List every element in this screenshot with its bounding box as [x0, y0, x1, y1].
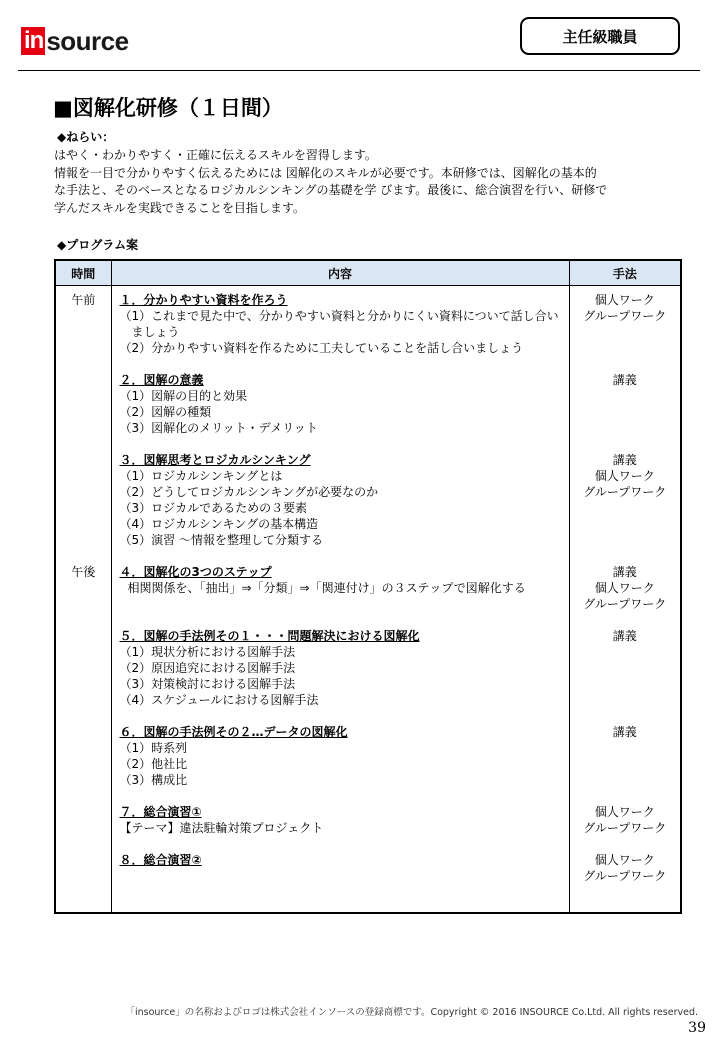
item-title: １．分かりやすい資料を作ろう — [119, 293, 288, 307]
method-label: グループワーク — [583, 869, 667, 883]
item-title: ４．図解化の3つのステップ — [119, 565, 272, 579]
target-grade-badge — [520, 17, 680, 55]
method-label: グループワーク — [583, 597, 667, 611]
method-label: 個人ワーク — [594, 853, 655, 867]
item-line: （5）演習 ～情報を整理して分類する — [119, 533, 323, 547]
program-item — [120, 628, 565, 708]
program-item — [120, 452, 565, 548]
program-item — [120, 372, 565, 436]
program-item — [120, 564, 565, 596]
method-list — [570, 852, 681, 884]
column-header-time: 時間 — [55, 260, 111, 286]
program-item — [120, 724, 565, 788]
item-line: 相関関係を、「抽出」⇒「分類」⇒「関連付け」の３ステップで図解化する — [127, 581, 526, 595]
item-line: （2）どうしてロジカルシンキングが必要なのか — [119, 485, 379, 499]
page-title: ■図解化研修（１日間） — [53, 96, 283, 120]
table-header-row — [55, 260, 681, 286]
method-list — [570, 724, 681, 740]
item-line: （1）時系列 — [119, 741, 188, 755]
method-label: 個人ワーク — [594, 581, 655, 595]
header-divider — [18, 70, 700, 71]
item-title: ８．総合演習② — [119, 853, 202, 867]
item-line: 【テーマ】違法駐輪対策プロジェクト — [119, 821, 324, 835]
program-item — [120, 852, 565, 868]
content-cell — [111, 286, 569, 914]
item-line: （2）他社比 — [119, 757, 188, 771]
method-list — [570, 292, 681, 324]
method-label: 講義 — [612, 373, 637, 387]
aim-line: な手法と、そのベースとなるロジカルシンキングの基礎を学 びます。最後に、総合演習を行い、研修で — [54, 183, 608, 197]
logo-source: source — [46, 25, 129, 56]
aim-line: 情報を一目で分かりやすく伝えるためには 図解化のスキルが必要です。本研修では、図解化の基本的 — [54, 166, 597, 180]
item-title: ３．図解思考とロジカルシンキング — [119, 453, 311, 467]
method-label: 講義 — [612, 629, 637, 643]
item-title: ７．総合演習① — [119, 805, 202, 819]
item-line: （1）これまで見た中で、分かりやすい資料と分かりにくい資料について話し合い — [119, 309, 559, 323]
item-line: ましょう — [131, 325, 180, 339]
method-list — [570, 804, 681, 836]
method-label: 講義 — [612, 453, 637, 467]
item-line: （2）原因追究における図解手法 — [119, 661, 296, 675]
aim-line: 学んだスキルを実践できることを目指します。 — [54, 201, 305, 215]
table-row — [55, 286, 681, 914]
item-line: （4）ロジカルシンキングの基本構造 — [119, 517, 319, 531]
method-list — [570, 372, 681, 388]
item-line: （2）分かりやすい資料を作るために工夫していることを話し合いましょう — [119, 341, 524, 355]
time-cell — [55, 286, 111, 914]
method-label: グループワーク — [583, 485, 667, 499]
insource-logo — [21, 27, 129, 55]
method-label: 講義 — [612, 725, 637, 739]
method-label: 個人ワーク — [594, 469, 655, 483]
column-header-method: 手法 — [569, 260, 681, 286]
program-table — [54, 259, 682, 914]
item-title: ２．図解の意義 — [119, 373, 204, 387]
method-label: 個人ワーク — [594, 293, 655, 307]
copyright-footer: 「insource」の名称およびロゴは株式会社インソースの登録商標です。Copyright © 2016 INSOURCE Co.Ltd. All rights reserved. — [125, 1007, 698, 1018]
aim-heading: ◆ねらい： — [57, 130, 115, 144]
page-number: 39 — [688, 1020, 706, 1036]
column-header-content: 内容 — [111, 260, 569, 286]
item-line: （3）構成比 — [119, 773, 188, 787]
method-list — [570, 452, 681, 500]
logo-in: in — [21, 27, 45, 55]
item-title: ５．図解の手法例その１・・・問題解決における図解化 — [119, 629, 420, 643]
time-morning: 午前 — [71, 293, 96, 307]
item-line: （1）ロジカルシンキングとは — [119, 469, 283, 483]
aim-line: はやく・わかりやすく・正確に伝えるスキルを習得します。 — [54, 148, 377, 162]
item-title: ６．図解の手法例その２…データの図解化 — [119, 725, 348, 739]
method-label: 講義 — [612, 565, 637, 579]
method-label: 個人ワーク — [594, 805, 655, 819]
time-afternoon: 午後 — [71, 565, 96, 579]
method-cell — [569, 286, 681, 914]
program-heading: ◆プログラム案 — [57, 238, 139, 252]
method-list — [570, 564, 681, 612]
method-label: グループワーク — [583, 821, 667, 835]
item-line: （1）図解の目的と効果 — [119, 389, 248, 403]
item-line: （1）現状分析における図解手法 — [119, 645, 296, 659]
item-line: （2）図解の種類 — [119, 405, 212, 419]
item-line: （3）ロジカルであるための３要素 — [119, 501, 308, 515]
method-label: グループワーク — [583, 309, 667, 323]
item-line: （4）スケジュールにおける図解手法 — [119, 693, 319, 707]
program-item — [120, 804, 565, 836]
item-line: （3）図解化のメリット・デメリット — [119, 421, 318, 435]
item-line: （3）対策検討における図解手法 — [119, 677, 296, 691]
program-item — [120, 292, 565, 356]
target-grade-label: 主任級職員 — [562, 27, 638, 46]
method-list — [570, 628, 681, 644]
